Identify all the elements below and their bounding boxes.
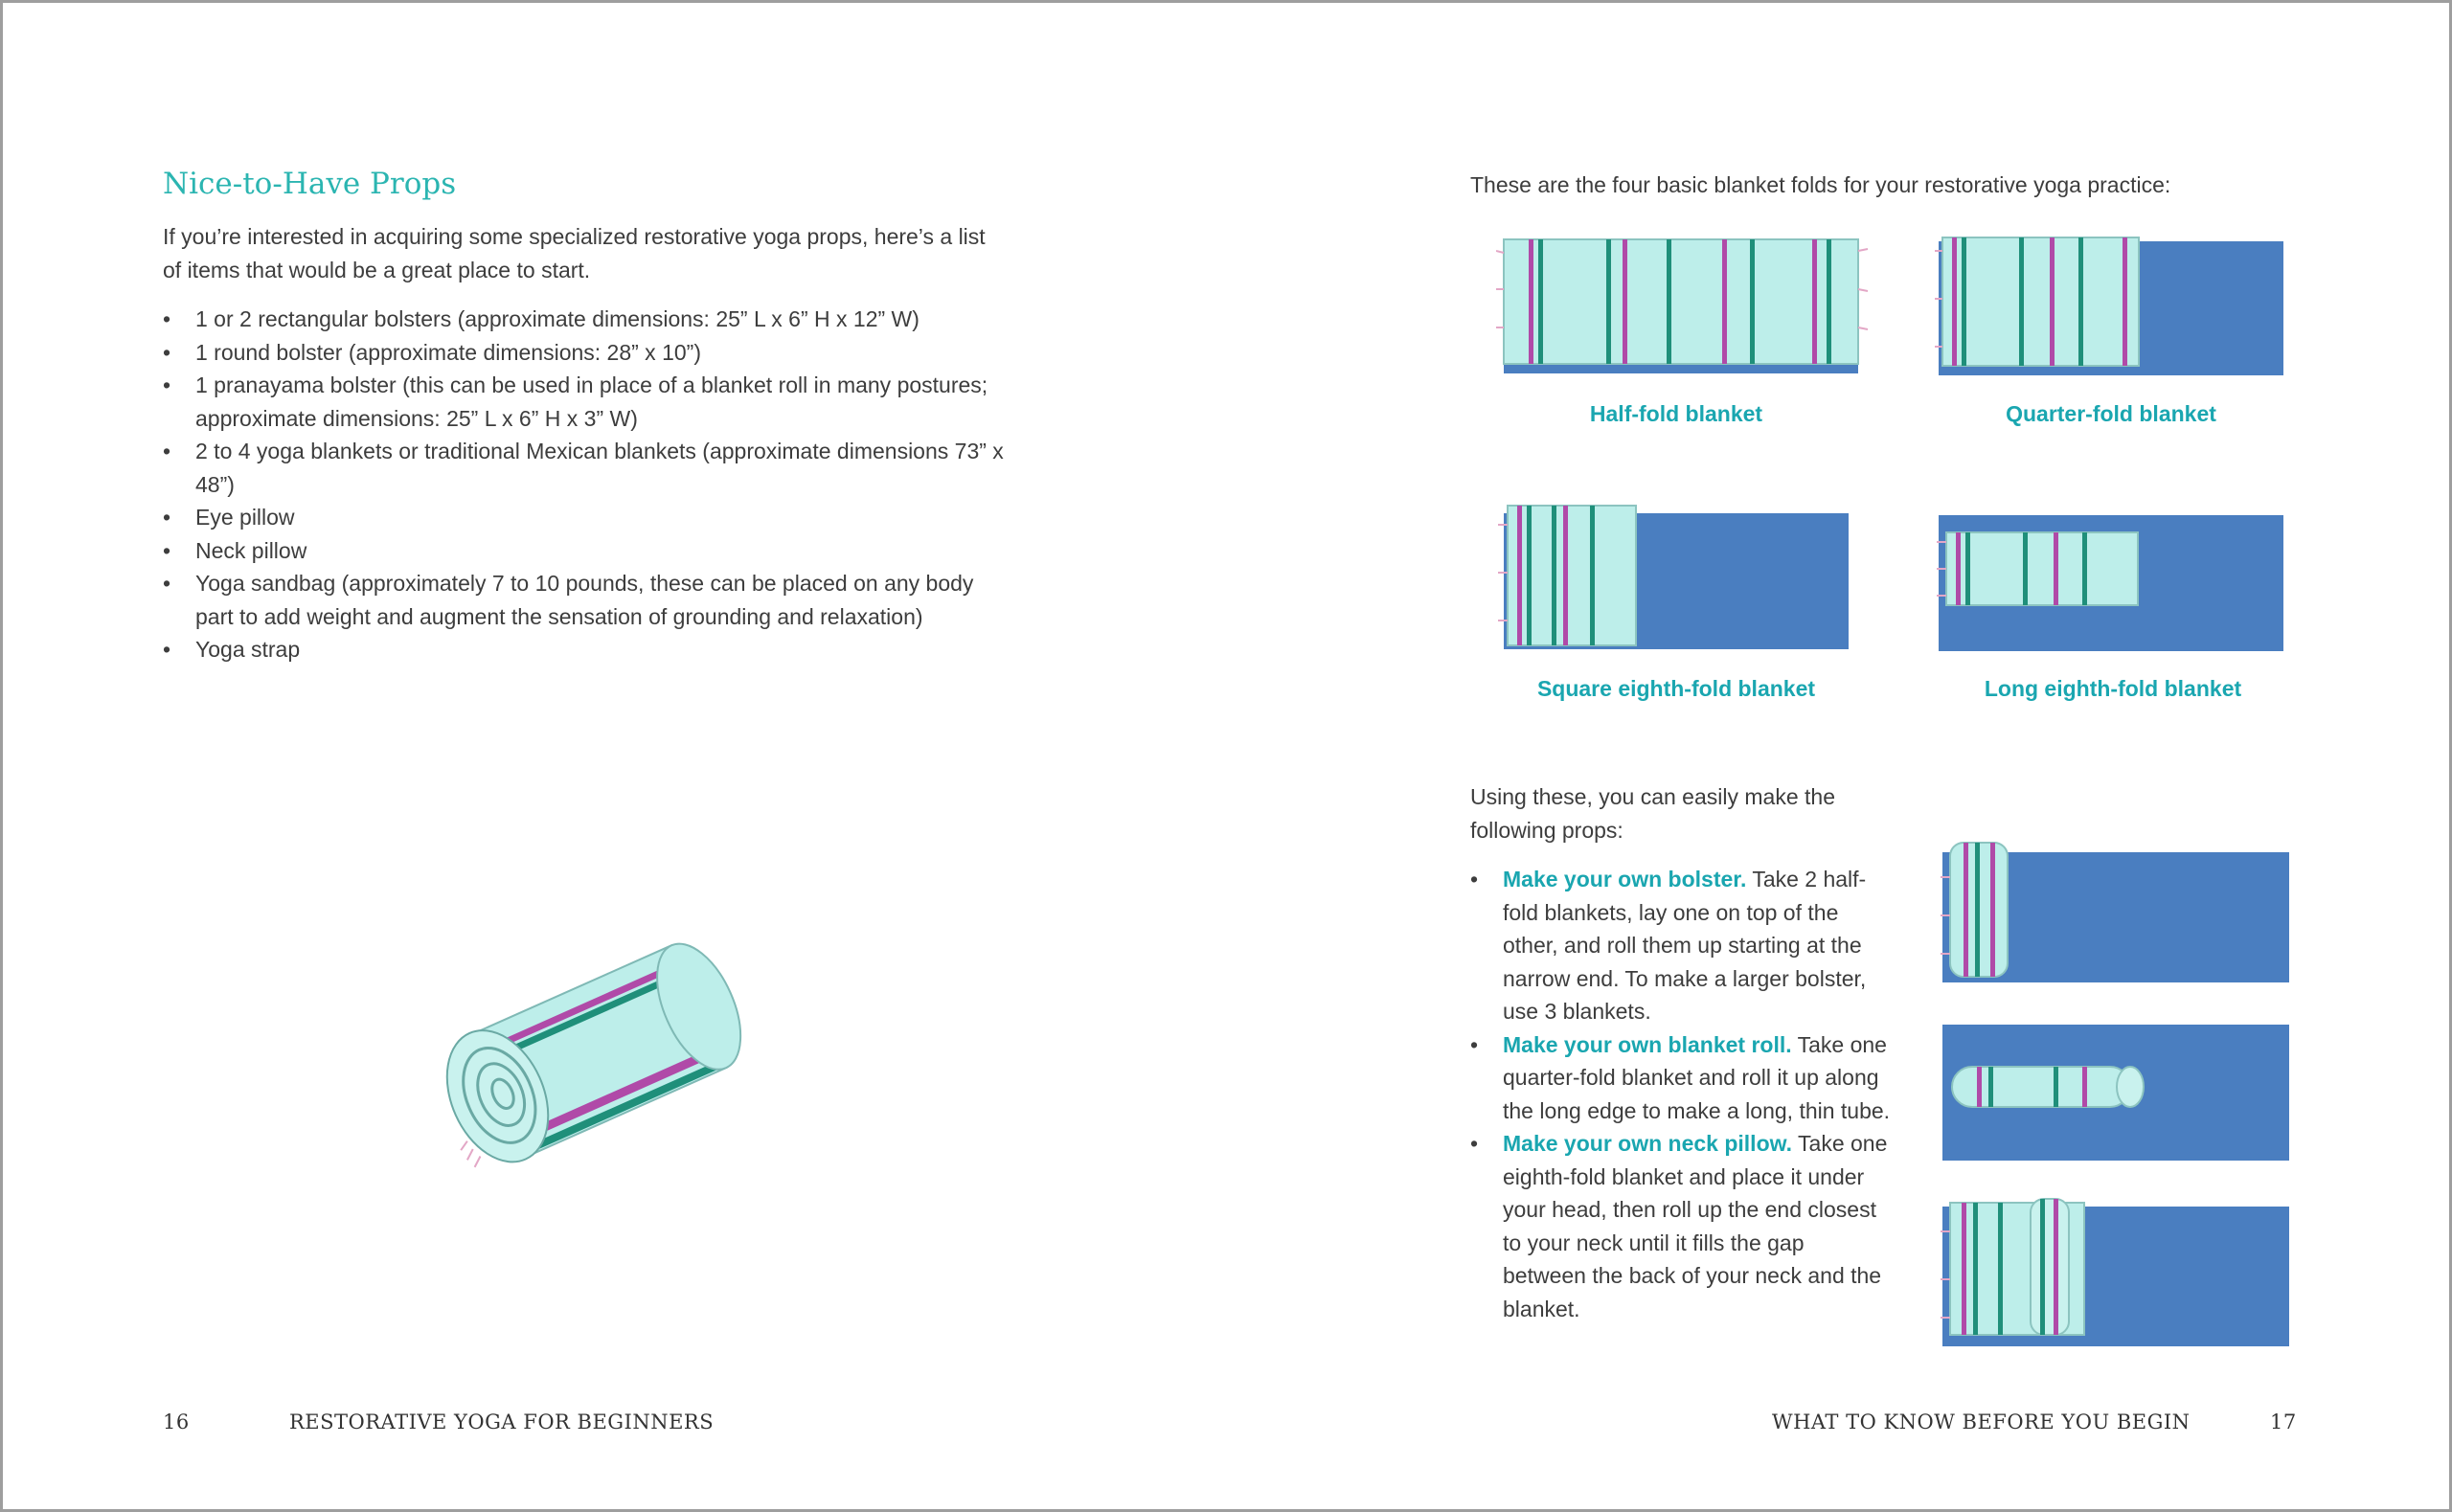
list-item: • 1 pranayama bolster (this can be used in place of a blanket roll in many postures; approximate dimensions: 25” L x 6” H x 3” W) — [163, 369, 1006, 435]
page-number-left: 16 — [163, 1410, 190, 1433]
page-number-right: 17 — [2270, 1410, 2297, 1433]
list-item: • Neck pillow — [163, 534, 1006, 568]
half-fold-blanket-image — [1496, 232, 1870, 380]
make-props-list — [1470, 863, 1892, 1325]
item-lead: Make your own bolster. — [1503, 867, 1747, 891]
blanket-roll-on-mat-image — [1939, 1021, 2293, 1164]
running-head-left: RESTORATIVE YOGA FOR BEGINNERS — [289, 1410, 715, 1433]
square-eighth-fold-blanket-image — [1496, 496, 1850, 654]
list-item: • 2 to 4 yoga blankets or traditional Mexican blankets (approximate dimensions 73” x 48”) — [163, 435, 1006, 501]
using-intro: Using these, you can easily make the following props: — [1470, 784, 1835, 843]
page-heading: Nice-to-Have Props — [163, 167, 457, 201]
item-lead: Make your own blanket roll. — [1503, 1031, 1792, 1057]
item-lead: Make your own neck pillow. — [1503, 1131, 1793, 1156]
list-item — [1470, 863, 1892, 1028]
list-item: • Eye pillow — [163, 501, 1006, 534]
quarter-fold-blanket-image — [1935, 232, 2289, 380]
item-text: Take one quarter-fold blanket and roll it up along the long edge to make a long, thin tube. — [1503, 1031, 1891, 1123]
fold-label-quarter: Quarter-fold blanket — [2006, 401, 2216, 426]
neck-pillow-on-mat-image — [1939, 1193, 2293, 1351]
running-head-right: WHAT TO KNOW BEFORE YOU BEGIN — [1772, 1410, 2191, 1433]
props-list — [163, 303, 1006, 666]
bolster-on-mat-image — [1939, 839, 2293, 987]
list-item: • 1 round bolster (approximate dimensions: 28” x 10”) — [163, 336, 1006, 370]
item-text: Take one eighth-fold blanket and place it under your head, then roll up the end closest to your neck until it fills the gap between the back of your neck and the blanket. — [1503, 1131, 1888, 1321]
rolled-bolster-illustration — [421, 919, 766, 1187]
long-eighth-fold-blanket-image — [1935, 508, 2289, 656]
fold-label-long-eighth: Long eighth-fold blanket — [1984, 676, 2242, 701]
fold-label-half: Half-fold blanket — [1589, 401, 1763, 426]
folds-intro: These are the four basic blanket folds for your restorative yoga practice: — [1470, 172, 2171, 197]
list-item: • 1 or 2 rectangular bolsters (approximate dimensions: 25” L x 6” H x 12” W) — [163, 303, 1006, 336]
intro-paragraph: If you’re interested in acquiring some specialized restorative yoga props, here’s a list of items that would be a great place to start. — [163, 224, 986, 282]
list-item: • Yoga strap — [163, 633, 1006, 666]
list-item — [1470, 1127, 1892, 1325]
list-item: • Yoga sandbag (approximately 7 to 10 pounds, these can be placed on any body part to add weight and augment the sensation of grounding and relaxation) — [163, 567, 1006, 633]
fold-label-square-eighth: Square eighth-fold blanket — [1536, 676, 1816, 701]
item-text: Take 2 half-fold blankets, lay one on top of the other, and roll them up starting at the narrow end. To make a larger bolster, use 3 blankets. — [1503, 867, 1867, 1024]
list-item — [1470, 1028, 1892, 1128]
